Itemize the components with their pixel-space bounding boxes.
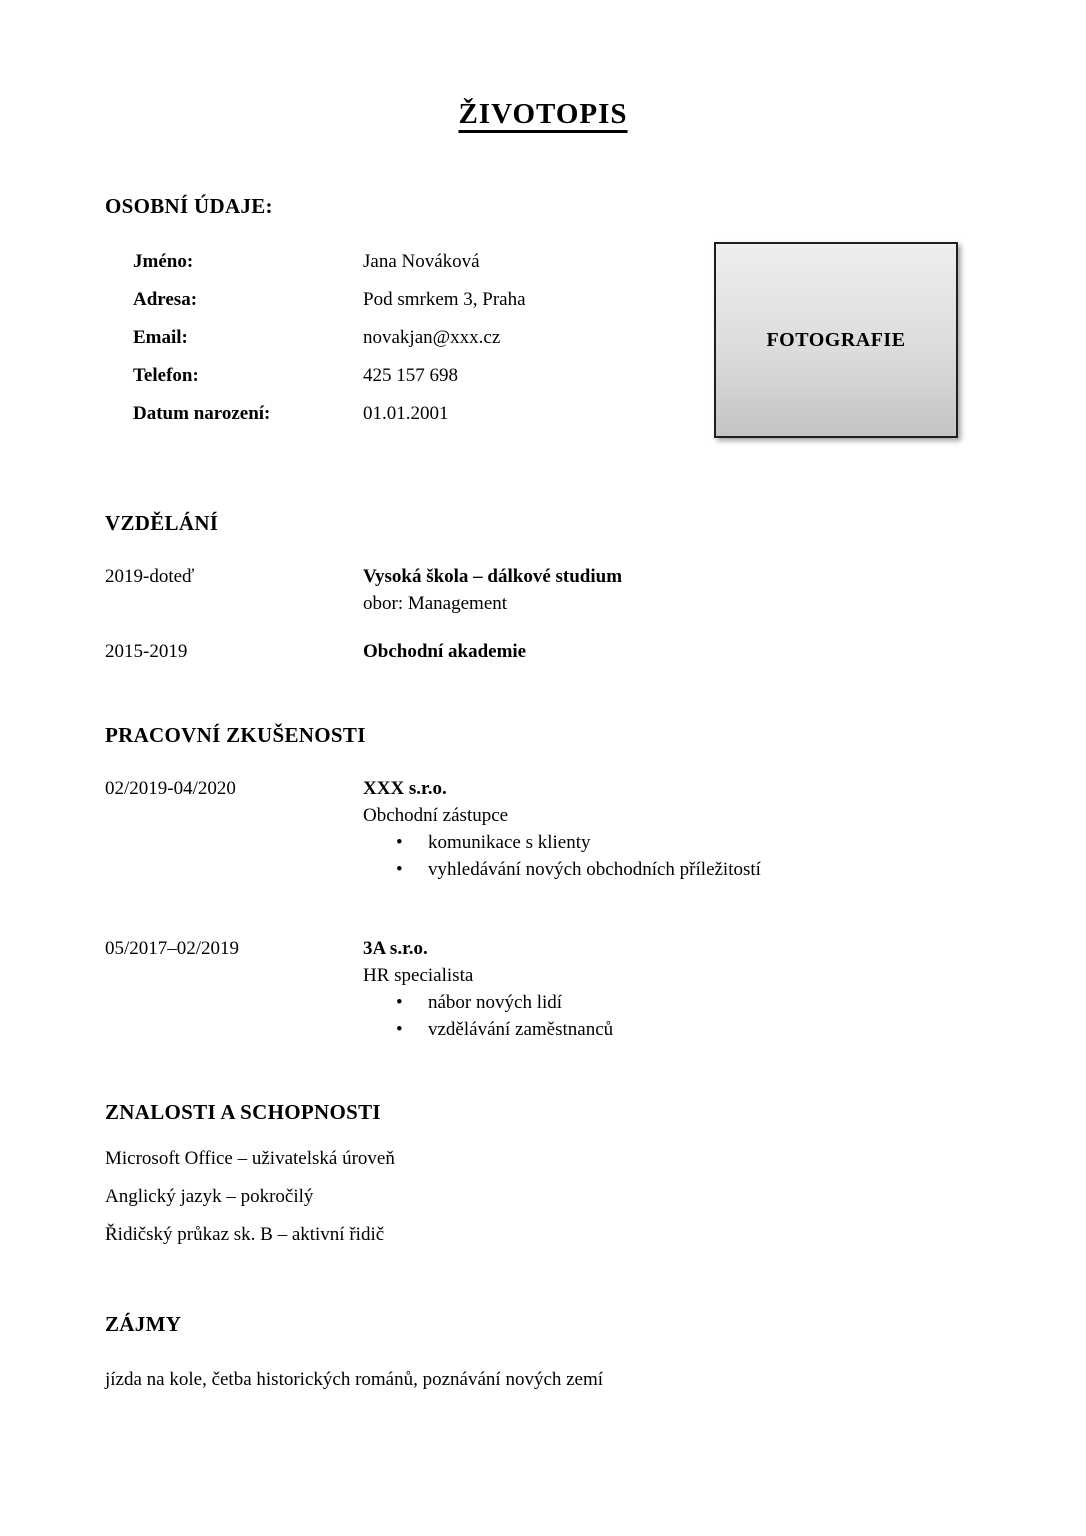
education-entry-title: Obchodní akademie <box>363 641 527 662</box>
skills-heading: ZNALOSTI A SCHOPNOSTI <box>105 1100 381 1124</box>
photo-placeholder-box <box>714 242 958 438</box>
education-entry-body <box>363 563 1086 617</box>
personal-field-label: Email: <box>133 327 188 348</box>
experience-bullet-item: • komunikace s klienty <box>363 829 1086 856</box>
experience-entry-body <box>363 775 1086 883</box>
skill-line: Řidičský průkaz sk. B – aktivní řidič <box>105 1224 385 1245</box>
experience-bullet-item: • vzdělávání zaměstnanců <box>363 1016 1086 1043</box>
document-title-text: ŽIVOTOPIS <box>458 98 628 130</box>
education-heading: VZDĚLÁNÍ <box>105 511 219 535</box>
education-entry-period: 2019-doteď <box>105 566 195 587</box>
experience-entry-body <box>363 935 1086 1043</box>
experience-entry-company: 3A s.r.o. <box>363 938 428 959</box>
interests-text: jízda na kole, četba historických románů, poznávání nových zemí <box>105 1369 604 1390</box>
education-entry <box>105 563 1086 617</box>
personal-field-value: novakjan@xxx.cz <box>363 327 501 348</box>
experience-entry <box>105 935 1086 1043</box>
personal-field-value: Jana Nováková <box>363 251 480 272</box>
personal-field-label: Datum narození: <box>133 403 271 424</box>
section-personal <box>0 194 1086 439</box>
document-title <box>0 0 1086 131</box>
experience-entry-period: 05/2017–02/2019 <box>105 938 240 959</box>
skill-line: Anglický jazyk – pokročilý <box>105 1186 314 1207</box>
section-interests <box>0 1312 1086 1393</box>
education-entry-period: 2015-2019 <box>105 641 188 662</box>
personal-field-value: Pod smrkem 3, Praha <box>363 289 526 310</box>
personal-heading: OSOBNÍ ÚDAJE: <box>105 194 273 218</box>
education-entries <box>0 563 1086 665</box>
experience-entry-period: 02/2019-04/2020 <box>105 778 236 799</box>
experience-entry-role: HR specialista <box>363 965 474 986</box>
experience-heading: PRACOVNÍ ZKUŠENOSTI <box>105 723 366 747</box>
section-experience <box>0 723 1086 1043</box>
experience-entry-company: XXX s.r.o. <box>363 778 447 799</box>
photo-placeholder-label: FOTOGRAFIE <box>766 328 906 351</box>
personal-field-value: 01.01.2001 <box>363 403 449 424</box>
experience-entries <box>0 775 1086 1043</box>
interests-heading: ZÁJMY <box>105 1312 182 1336</box>
personal-field-label: Jméno: <box>133 251 194 272</box>
experience-entry-role: Obchodní zástupce <box>363 805 509 826</box>
skills-lines <box>105 1145 1086 1248</box>
education-entry-detail: obor: Management <box>363 593 508 614</box>
personal-field-label: Telefon: <box>133 365 199 386</box>
skill-line: Microsoft Office – uživatelská úroveň <box>105 1148 395 1169</box>
section-education <box>0 511 1086 665</box>
experience-bullet-item: • nábor nových lidí <box>363 989 1086 1016</box>
experience-bullet-item: • vyhledávání nových obchodních příležitostí <box>363 856 1086 883</box>
education-entry-body <box>363 638 1086 665</box>
experience-bullet-list <box>363 989 1086 1043</box>
personal-field-value: 425 157 698 <box>363 365 458 386</box>
education-entry <box>105 638 1086 665</box>
experience-bullet-list <box>363 829 1086 883</box>
section-skills <box>0 1100 1086 1248</box>
education-entry-title: Vysoká škola – dálkové studium <box>363 566 623 587</box>
experience-entry <box>105 775 1086 883</box>
personal-field-label: Adresa: <box>133 289 198 310</box>
